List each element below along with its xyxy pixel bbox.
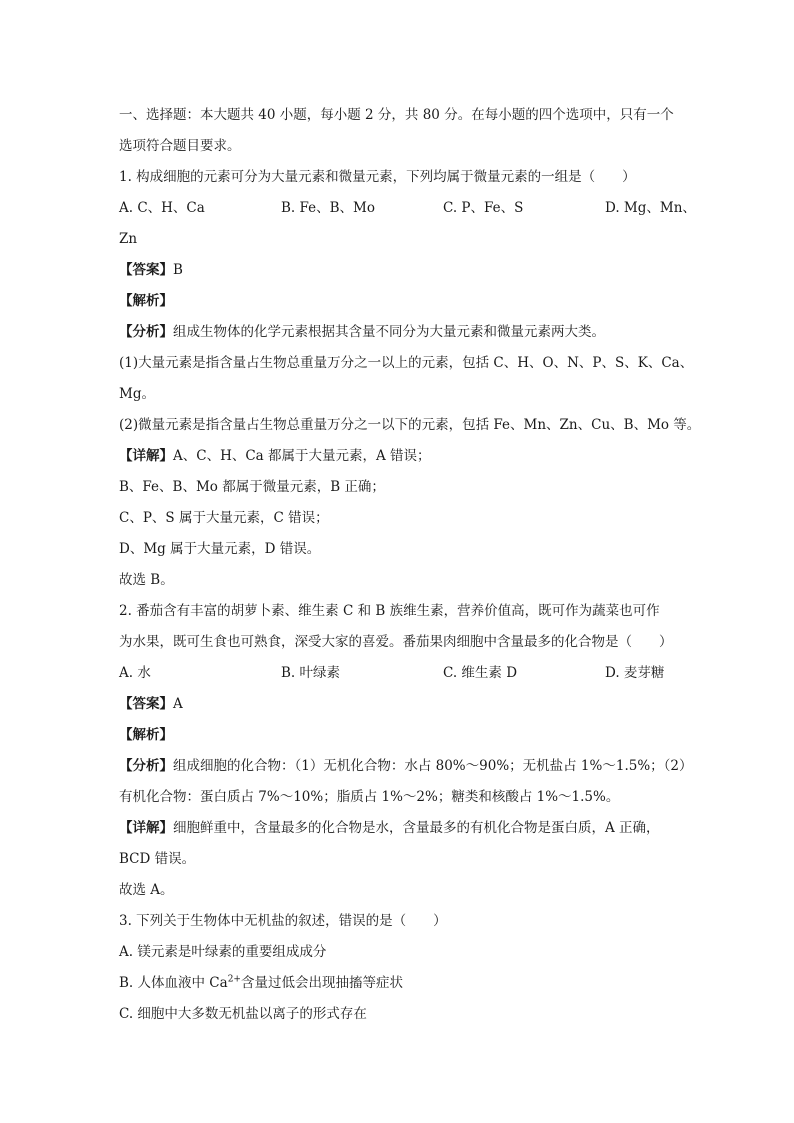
- q1-point2: (2)微量元素是指含量占生物总重量万分之一以下的元素，包括 Fe、Mn、Zn、Cu、B、Mo 等。: [119, 417, 701, 433]
- q1-stem: 1. 构成细胞的元素可分为大量元素和微量元素，下列均属于微量元素的一组是（ ）: [119, 169, 636, 185]
- q1-detail-d: D、Mg 属于大量元素，D 错误。: [119, 541, 321, 557]
- fenxi-label: 【分析】: [119, 324, 173, 340]
- q1-detail-b: B、Fe、B、Mo 都属于微量元素，B 正确；: [119, 479, 385, 495]
- q1-option-d-continued: Zn: [119, 231, 138, 247]
- answer-value: A: [173, 696, 183, 712]
- answer-value: B: [173, 262, 183, 278]
- ion-charge-superscript: 2+: [227, 974, 241, 985]
- q1-xiangjie: [119, 447, 431, 465]
- xiangjie-label: 【详解】: [119, 448, 173, 464]
- answer-label: 【答案】: [119, 262, 173, 278]
- q2-conclusion: 故选 A。: [119, 882, 174, 898]
- q3-stem: 3. 下列关于生物体中无机盐的叙述，错误的是（ ）: [119, 913, 447, 929]
- q1-option-b: B. Fe、B、Mo: [281, 200, 375, 216]
- xiangjie-text: A、C、H、Ca 都属于大量元素，A 错误；: [173, 448, 431, 464]
- q1-option-c: C. P、Fe、S: [443, 200, 524, 216]
- option-b-suffix: 含量过低会出现抽搐等症状: [240, 975, 403, 991]
- q3-option-b: [119, 974, 403, 992]
- q2-answer: [119, 695, 183, 713]
- q3-option-c: C. 细胞中大多数无机盐以离子的形式存在: [119, 1006, 367, 1022]
- answer-label: 【答案】: [119, 696, 173, 712]
- q3-option-a: A. 镁元素是叶绿素的重要组成成分: [119, 944, 327, 960]
- q2-fenxi-line1: [119, 757, 693, 775]
- q2-stem-line1: 2. 番茄含有丰富的胡萝卜素、维生素 C 和 B 族维生素，营养价值高，既可作为蔬菜也可作: [119, 603, 660, 619]
- q1-option-a: A. C、H、Ca: [119, 200, 205, 216]
- q1-fenxi: [119, 323, 605, 341]
- q1-answer: [119, 261, 183, 279]
- q2-option-a: A. 水: [119, 665, 151, 681]
- q1-option-d: D. Mg、Mn、: [605, 200, 696, 216]
- q1-detail-c: C、P、S 属于大量元素，C 错误；: [119, 510, 329, 526]
- q2-xiangjie-line2: BCD 错误。: [119, 851, 196, 867]
- q1-conclusion: 故选 B。: [119, 572, 174, 588]
- section-header-line-1: 一、选择题：本大题共 40 小题，每小题 2 分，共 80 分。在每小题的四个选项中，只有一个: [119, 107, 674, 123]
- fenxi-label: 【分析】: [119, 758, 173, 774]
- q2-stem-line2: 为水果，既可生食也可熟食，深受大家的喜爱。番茄果肉细胞中含量最多的化合物是（ ）: [119, 634, 673, 650]
- xiangjie-label: 【详解】: [119, 820, 173, 836]
- xiangjie-text: 细胞鲜重中，含量最多的化合物是水，含量最多的有机化合物是蛋白质，A 正确，: [173, 820, 660, 836]
- q2-option-b: B. 叶绿素: [281, 665, 341, 681]
- q1-analysis-label: 【解析】: [119, 293, 173, 309]
- q2-analysis-label: 【解析】: [119, 727, 173, 743]
- q1-point1-line1: (1)大量元素是指含量占生物总重量万分之一以上的元素，包括 C、H、O、N、P、S、K、Ca、: [119, 355, 694, 371]
- q2-fenxi-line2: 有机化合物：蛋白质占 7%～10%；脂质占 1%～2%；糖类和核酸占 1%～1.5%。: [119, 789, 620, 805]
- fenxi-text: 组成细胞的化合物：（1）无机化合物：水占 80%～90%；无机盐占 1%～1.5%；（2）: [173, 758, 693, 774]
- fenxi-text: 组成生物体的化学元素根据其含量不同分为大量元素和微量元素两大类。: [173, 324, 605, 340]
- section-header-line-2: 选项符合题目要求。: [119, 138, 241, 154]
- q2-option-c: C. 维生素 D: [443, 665, 518, 681]
- q2-xiangjie-line1: [119, 819, 660, 837]
- q1-point1-line2: Mg。: [119, 386, 155, 402]
- option-b-prefix: B. 人体血液中 Ca: [119, 975, 228, 991]
- q2-option-d: D. 麦芽糖: [605, 665, 665, 681]
